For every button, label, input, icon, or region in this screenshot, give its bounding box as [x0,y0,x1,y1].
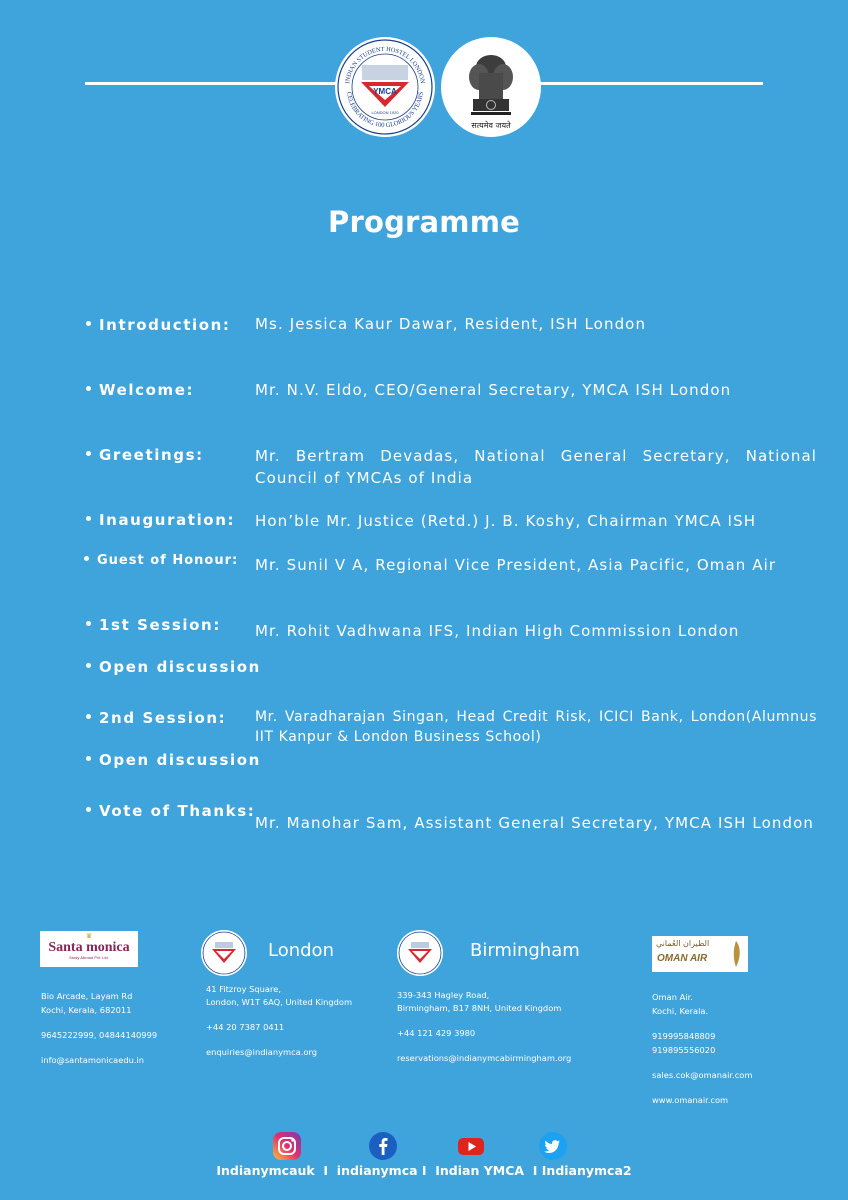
bullet-icon [86,807,91,812]
birmingham-email-link[interactable]: reservations@indianymcabirmingham.org [397,1053,572,1063]
ymca-centenary-emblem-icon [335,37,435,137]
instagram-icon[interactable] [272,1131,302,1161]
programme-value-inauguration: Hon’ble Mr. Justice (Retd.) J. B. Koshy, Chairman YMCA ISH [255,512,757,530]
london-contact: 41 Fitzroy Square, London, W1T 6AQ, United Kingdom +44 20 7387 0411 enquiries@indianymca.org [206,984,353,1057]
programme-label-2nd-session: 2nd Session: [86,709,226,727]
svg-text:INDIAN STUDENT HOSTEL LONDON: INDIAN STUDENT HOSTEL LONDON [344,45,426,85]
birmingham-heading: Birmingham [470,940,580,961]
santamonica-contact: Bio Arcade, Layam Rd Kochi, Kerala, 682011 9645222999, 04844140999 info@santamonicaedu.in [41,991,158,1065]
svg-text:YMCA: YMCA [373,87,397,96]
social-handles: Indianymcauk I indianymca I Indian YMCA I Indianymca2 [216,1163,632,1178]
ymca-emblem-icon [397,930,443,976]
ymca-ish-centenary-logo [335,37,435,137]
programme-value-welcome: Mr. N.V. Eldo, CEO/General Secretary, YMCA ISH London [255,381,732,399]
programme-label-guest-of-honour: Guest of Honour: [84,553,238,568]
programme-value-1st-session: Mr. Rohit Vadhwana IFS, Indian High Commission London [255,622,740,640]
programme-value-vote-of-thanks: Mr. Manohar Sam, Assistant General Secretary, YMCA ISH London [255,814,814,832]
oman-air-contact: Oman Air. Kochi, Kerala. 919995848809 919895556020 sales.cok@omanair.com www.omanair.com [652,992,753,1105]
header-rule-left [85,82,350,85]
bullet-icon [84,556,89,561]
ymca-birmingham-logo [397,930,443,976]
bullet-icon [86,756,91,761]
programme-value-introduction: Ms. Jessica Kaur Dawar, Resident, ISH London [255,315,647,333]
santamonica-email-link[interactable]: info@santamonicaedu.in [41,1055,145,1065]
national-emblem-logo [441,37,541,137]
santamonica-crown-icon: ♛ [85,933,93,940]
london-email-link[interactable]: enquiries@indianymca.org [206,1047,317,1057]
santamonica-logo [40,931,138,967]
ymca-emblem-icon [201,930,247,976]
programme-value-2nd-session: Mr. Varadharajan Singan, Head Credit Risk, ICICI Bank, London(Alumnus IIT Kanpur & London Business School) [255,709,817,745]
oman-air-khanjar-icon [727,939,745,969]
header-rule-right [525,82,763,85]
oman-air-logo [652,936,748,972]
programme-label-inauguration: Inauguration: [86,511,235,529]
bullet-icon [86,663,91,668]
programme-value-guest-of-honour: Mr. Sunil V A, Regional Vice President, Asia Pacific, Oman Air [255,556,777,574]
programme-label-vote-of-thanks: Vote of Thanks: [86,802,255,820]
birmingham-contact: 339-343 Hagley Road, Birmingham, B17 8NH, United Kingdom +44 121 429 3980 reservations@indianymcabirmingham.org [397,990,572,1063]
bullet-icon [86,516,91,521]
bullet-icon [86,621,91,626]
bullet-icon [86,321,91,326]
youtube-icon[interactable] [456,1131,486,1161]
bullet-icon [86,386,91,391]
santamonica-logo-sub: Study Abroad Pvt. Ltd. [69,955,109,960]
oman-air-website-link[interactable]: www.omanair.com [652,1095,729,1105]
bullet-icon [86,451,91,456]
programme-label-open-discussion-1: Open discussion [86,658,261,676]
page-title: Programme [327,205,520,239]
programme-label-greetings: Greetings: [86,446,204,464]
svg-text:LONDON 1920: LONDON 1920 [371,110,399,115]
facebook-icon[interactable] [368,1131,398,1161]
programme-label-introduction: Introduction: [86,316,231,334]
programme-value-greetings: Mr. Bertram Devadas, National General Secretary, National Council of YMCAs of India [255,447,817,487]
twitter-icon[interactable] [538,1131,568,1161]
oman-air-email-link[interactable]: sales.cok@omanair.com [652,1070,753,1080]
programme-label-1st-session: 1st Session: [86,616,221,634]
programme-label-welcome: Welcome: [86,381,194,399]
london-heading: London [268,940,334,961]
lion-capital-emblem-icon [441,37,541,137]
bullet-icon [86,714,91,719]
svg-text:CELEBRATING 100 GLORIOUS YEARS: CELEBRATING 100 GLORIOUS YEARS [345,91,425,130]
santamonica-logo-text: Santa monica [48,940,130,955]
ymca-london-logo [201,930,247,976]
svg-text:सत्यमेव जयते: सत्यमेव जयते [471,121,511,130]
programme-label-open-discussion-2: Open discussion [86,751,261,769]
oman-air-arabic-text: الطيران العُماني [656,939,710,948]
oman-air-logo-text: OMAN AIR [657,953,708,964]
